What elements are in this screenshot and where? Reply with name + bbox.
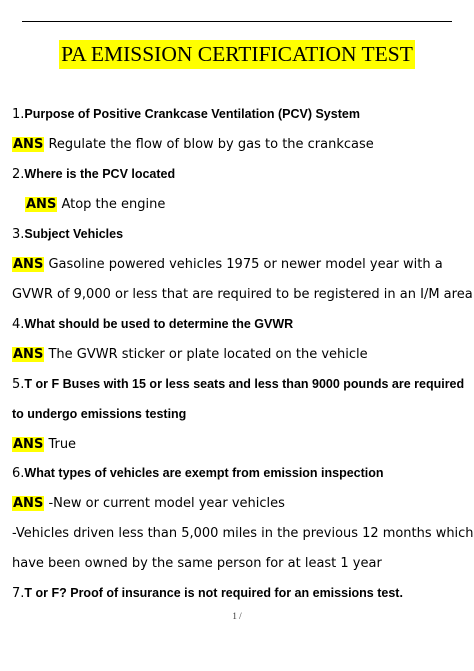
answer-text: have been owned by the same person for at least 1 year — [12, 556, 382, 571]
question-number: 6. — [12, 466, 25, 481]
answer-text: True — [44, 437, 77, 452]
answer-2 — [25, 196, 165, 212]
question-7 — [12, 585, 403, 601]
question-text: Subject Vehicles — [24, 227, 124, 241]
question-text: What should be used to determine the GVWR — [24, 317, 294, 331]
answer-tag: ANS — [26, 197, 57, 212]
question-5 — [12, 376, 464, 392]
answer-text: GVWR of 9,000 or less that are required to be registered in an I/M area — [12, 287, 473, 302]
question-3 — [12, 226, 123, 242]
answer-text: -Vehicles driven less than 5,000 miles in the previous 12 months which — [12, 526, 474, 541]
question-text: to undergo emissions testing — [12, 407, 187, 421]
question-number: 1. — [12, 107, 25, 122]
question-1 — [12, 106, 360, 122]
page-number-separator: / — [236, 611, 242, 621]
answer-tag: ANS — [13, 496, 44, 511]
question-6 — [12, 465, 384, 481]
answer-4 — [12, 346, 368, 362]
top-rule — [22, 21, 452, 22]
question-number: 7. — [12, 586, 25, 601]
answer-5 — [12, 436, 76, 452]
question-number: 3. — [12, 227, 25, 242]
question-4 — [12, 316, 293, 332]
answer-6-item-continued — [12, 555, 382, 571]
question-number: 4. — [12, 317, 25, 332]
question-number: 5. — [12, 377, 25, 392]
answer-3-continued — [12, 286, 473, 302]
answer-text: -New or current model year vehicles — [44, 496, 285, 511]
page-number — [0, 611, 474, 621]
answer-1 — [12, 136, 374, 152]
answer-text: The GVWR sticker or plate located on the vehicle — [44, 347, 368, 362]
answer-6 — [12, 495, 285, 511]
document-title: PA EMISSION CERTIFICATION TEST — [59, 40, 415, 69]
question-text: What types of vehicles are exempt from emission inspection — [24, 466, 384, 480]
answer-text: Regulate the flow of blow by gas to the crankcase — [44, 137, 374, 152]
title-container — [0, 40, 474, 69]
page-number-value: 1 — [232, 611, 237, 621]
answer-tag: ANS — [13, 257, 44, 272]
question-text: Where is the PCV located — [24, 167, 176, 181]
answer-text: Atop the engine — [57, 197, 166, 212]
question-5-continued — [12, 406, 186, 422]
question-2 — [12, 166, 175, 182]
answer-tag: ANS — [13, 437, 44, 452]
answer-text: Gasoline powered vehicles 1975 or newer model year with a — [44, 257, 443, 272]
question-number: 2. — [12, 167, 25, 182]
question-text: T or F Buses with 15 or less seats and less than 9000 pounds are required — [24, 377, 465, 391]
answer-3 — [12, 256, 443, 272]
answer-tag: ANS — [13, 347, 44, 362]
answer-tag: ANS — [13, 137, 44, 152]
question-text: T or F? Proof of insurance is not required for an emissions test. — [24, 586, 403, 600]
question-text: Purpose of Positive Crankcase Ventilation (PCV) System — [24, 107, 360, 121]
answer-6-item — [12, 525, 474, 541]
